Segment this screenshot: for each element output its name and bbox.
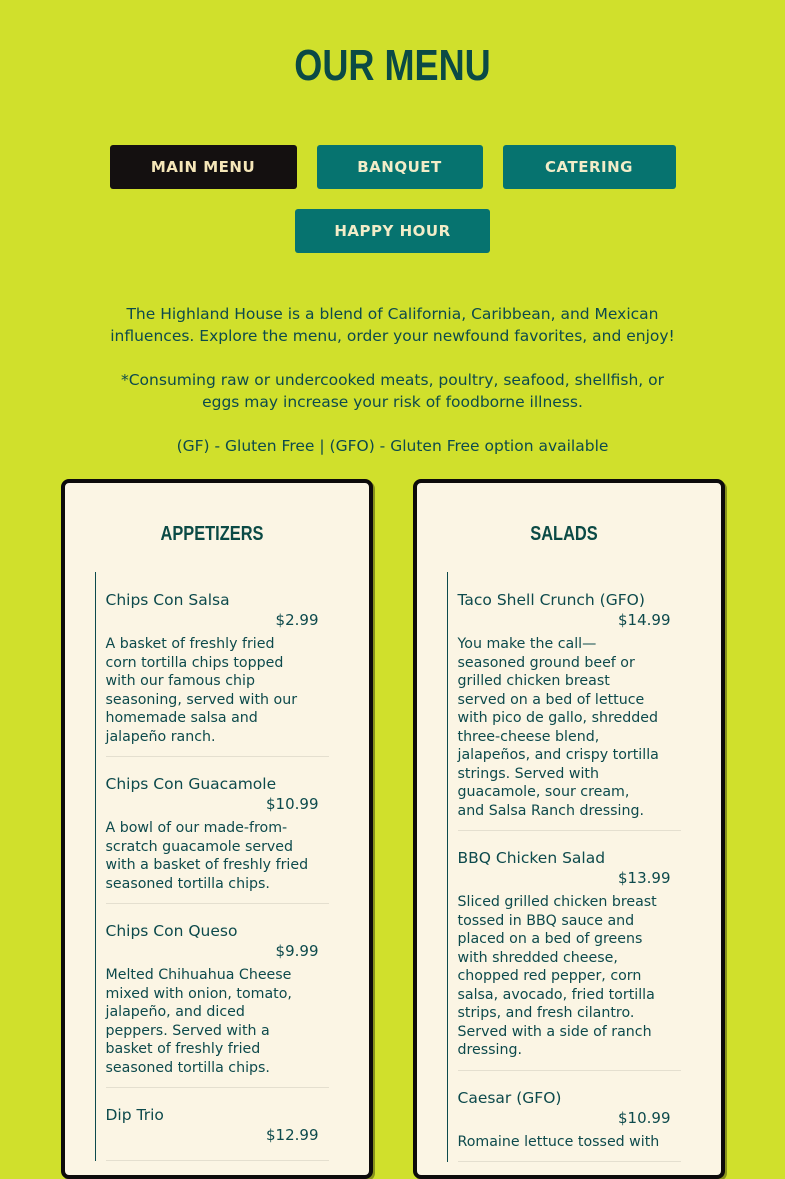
item-description: Romaine lettuce tossed with	[457, 1133, 660, 1150]
menu-tabs	[93, 145, 693, 253]
appetizers-list	[95, 572, 329, 1161]
item-price: $14.99	[618, 611, 671, 629]
menu-item	[106, 572, 329, 757]
appetizers-card	[61, 479, 373, 1179]
food-safety-notice: *Consuming raw or undercooked meats, poultry, seafood, shellfish, or eggs may increase your risk of foodborne illness.	[120, 371, 664, 411]
item-name: Chips Con Guacamole	[105, 775, 277, 793]
item-price: $9.99	[275, 942, 319, 960]
intro-description: The Highland House is a blend of California, Caribbean, and Mexican influences. Explore the menu, order your newfound favorites, and enjoy!	[110, 305, 675, 345]
menu-item	[106, 757, 329, 904]
item-description: Melted Chihuahua Cheese mixed with onion, tomato, jalapeño, and diced peppers. Served with a basket of freshly fried seasoned tortilla chips.	[105, 967, 292, 1076]
item-name: Dip Trio	[105, 1106, 164, 1124]
tab-banquet[interactable]: BANQUET	[317, 145, 483, 189]
section-title-salads: SALADS	[529, 523, 598, 545]
item-name: Caesar (GFO)	[457, 1088, 562, 1107]
item-name: Chips Con Salsa	[105, 591, 230, 609]
tab-main-menu[interactable]: MAIN MENU	[110, 145, 297, 189]
item-price: $10.99	[266, 795, 319, 813]
menu-item	[106, 904, 329, 1088]
menu-item	[458, 831, 681, 1071]
item-name: Chips Con Queso	[105, 922, 238, 940]
section-title-appetizers: APPETIZERS	[160, 523, 263, 545]
tab-happy-hour[interactable]: HAPPY HOUR	[295, 209, 490, 253]
menu-intro	[108, 303, 678, 457]
item-price: $10.99	[618, 1108, 671, 1127]
item-name: BBQ Chicken Salad	[457, 849, 606, 867]
item-price: $13.99	[618, 869, 671, 887]
menu-item	[458, 572, 681, 831]
gluten-free-legend: (GF) - Gluten Free | (GFO) - Gluten Free option available	[176, 437, 609, 455]
item-description: A basket of freshly fried corn tortilla chips topped with our famous chip seasoning, served with our homemade salsa and jalapeño ranch.	[105, 636, 298, 745]
salads-list	[447, 572, 681, 1162]
item-description: A bowl of our made-from-scratch guacamole served with a basket of freshly fried seasoned tortilla chips.	[105, 820, 309, 892]
item-name: Taco Shell Crunch (GFO)	[457, 591, 645, 609]
item-description: You make the call—seasoned ground beef or grilled chicken breast served on a bed of lettuce with pico de gallo, shredded three-cheese blend, jalapeños, and crispy tortilla strings. Served with guacamole, sour cream, and Salsa Ranch dressing.	[457, 636, 659, 819]
menu-sections	[0, 479, 785, 1179]
item-price: $12.99	[266, 1126, 319, 1144]
salads-card	[413, 479, 725, 1179]
item-description: Sliced grilled chicken breast tossed in BBQ sauce and placed on a bed of greens with shredded cheese, chopped red pepper, corn salsa, avocado, fried tortilla strips, and fresh cilantro. Served with a side of ranch dressing.	[457, 894, 657, 1058]
item-price: $2.99	[275, 611, 319, 629]
page-title: OUR MENU	[294, 41, 491, 90]
tab-catering[interactable]: CATERING	[503, 145, 676, 189]
menu-item	[458, 1071, 681, 1163]
